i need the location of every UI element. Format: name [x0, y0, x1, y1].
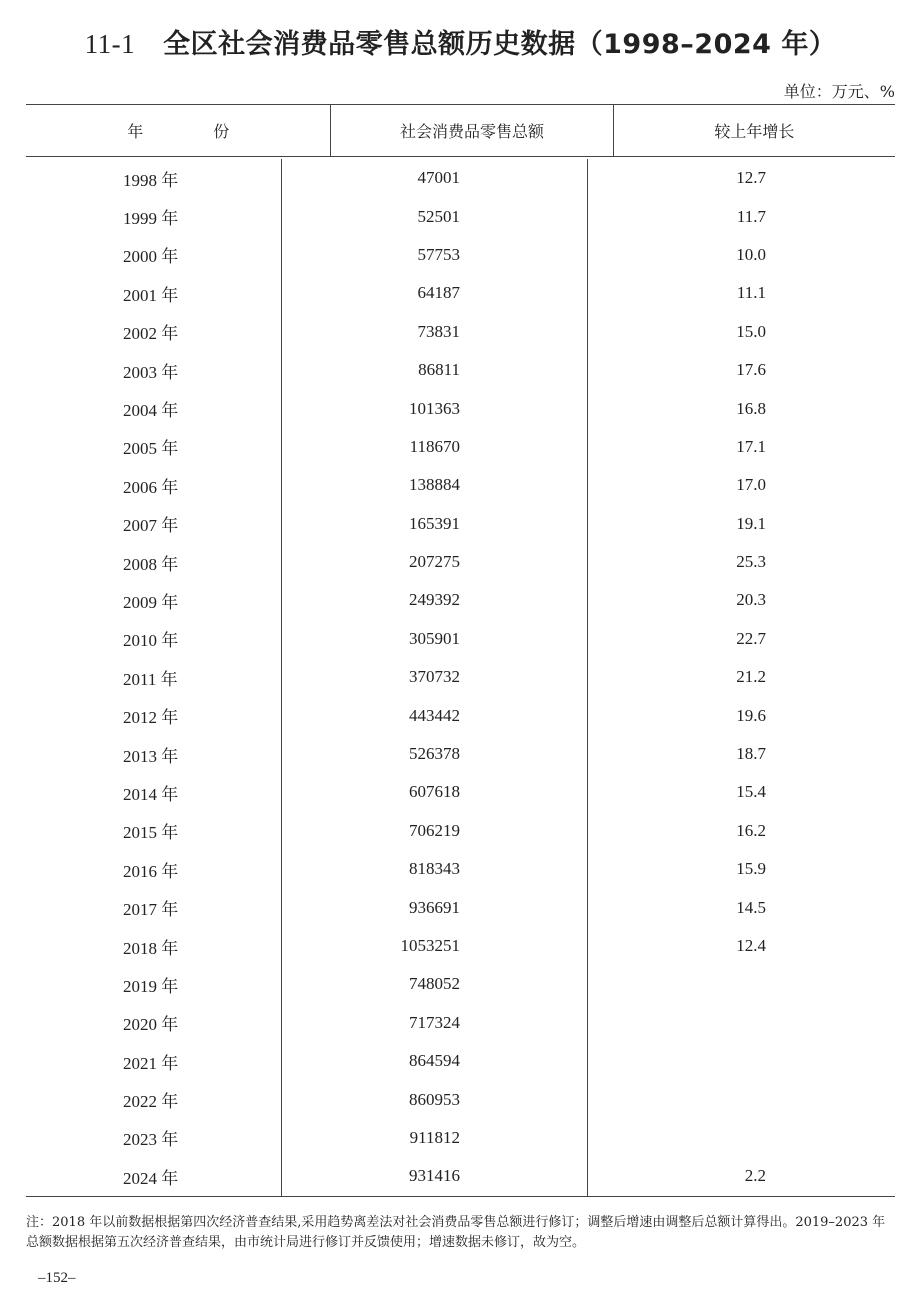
total-cell: 165391	[281, 505, 587, 543]
year-cell: 2009 年	[123, 592, 179, 612]
table-row	[26, 927, 895, 965]
growth-cell: 2.2	[587, 1157, 893, 1195]
year-cell: 2024 年	[123, 1168, 179, 1188]
page-title	[0, 22, 921, 61]
growth-cell	[587, 1080, 893, 1118]
growth-cell: 15.9	[587, 850, 893, 888]
total-cell: 207275	[281, 543, 587, 581]
total-cell: 443442	[281, 696, 587, 734]
growth-cell: 19.6	[587, 696, 893, 734]
total-cell: 526378	[281, 735, 587, 773]
header-growth: 较上年增长	[613, 105, 895, 156]
table-row	[26, 1042, 895, 1080]
total-cell: 73831	[281, 313, 587, 351]
table-body	[26, 157, 895, 1196]
year-cell: 2000 年	[123, 247, 179, 267]
table-row	[26, 965, 895, 1003]
total-cell: 118670	[281, 428, 587, 466]
table-row	[26, 1119, 895, 1157]
total-cell: 52501	[281, 197, 587, 235]
growth-cell	[587, 1004, 893, 1042]
year-cell: 2002 年	[123, 324, 179, 344]
year-cell: 2010 年	[123, 631, 179, 651]
growth-cell: 15.4	[587, 773, 893, 811]
table-row	[26, 812, 895, 850]
table-row	[26, 543, 895, 581]
year-cell: 2012 年	[123, 708, 179, 728]
total-cell: 607618	[281, 773, 587, 811]
total-cell: 706219	[281, 812, 587, 850]
total-cell: 717324	[281, 1004, 587, 1042]
table-number: 11-1	[84, 29, 136, 59]
growth-cell: 17.6	[587, 351, 893, 389]
year-cell: 2006 年	[123, 477, 179, 497]
table-row	[26, 505, 895, 543]
table-row	[26, 888, 895, 926]
year-cell: 2003 年	[123, 362, 179, 382]
total-cell: 818343	[281, 850, 587, 888]
growth-cell: 18.7	[587, 735, 893, 773]
year-cell: 2019 年	[123, 976, 179, 996]
table-row	[26, 620, 895, 658]
growth-cell: 12.7	[587, 159, 893, 197]
year-cell: 2022 年	[123, 1092, 179, 1112]
page-number: –152–	[38, 1270, 76, 1286]
table-row	[26, 735, 895, 773]
total-cell: 249392	[281, 581, 587, 619]
table-row	[26, 466, 895, 504]
year-cell: 1998 年	[123, 170, 179, 190]
table-row	[26, 1157, 895, 1195]
data-table	[26, 104, 895, 1197]
footnote: 注：2018 年以前数据根据第四次经济普查结果,采用趋势离差法对社会消费品零售总额进行修订；调整后增速由调整后总额计算得出。2019–2023 年总额数据根据第五次经济普查结果，由市统计局进行修订并反馈使用；增速数据未修订，故为空。	[26, 1215, 886, 1250]
table-row	[26, 1080, 895, 1118]
growth-cell	[587, 1042, 893, 1080]
table-row	[26, 1004, 895, 1042]
growth-cell: 17.0	[587, 466, 893, 504]
growth-cell: 16.2	[587, 812, 893, 850]
year-cell: 2007 年	[123, 516, 179, 536]
table-row	[26, 696, 895, 734]
table-row	[26, 389, 895, 427]
growth-cell: 19.1	[587, 505, 893, 543]
year-cell: 2017 年	[123, 900, 179, 920]
total-cell: 931416	[281, 1157, 587, 1195]
table-row	[26, 236, 895, 274]
table-row	[26, 351, 895, 389]
growth-cell: 17.1	[587, 428, 893, 466]
unit-label: 单位：万元、%	[783, 82, 895, 101]
total-cell: 138884	[281, 466, 587, 504]
year-cell: 2018 年	[123, 938, 179, 958]
total-cell: 860953	[281, 1080, 587, 1118]
growth-cell: 12.4	[587, 927, 893, 965]
year-cell: 2001 年	[123, 285, 179, 305]
growth-cell: 21.2	[587, 658, 893, 696]
total-cell: 864594	[281, 1042, 587, 1080]
year-cell: 1999 年	[123, 209, 179, 229]
year-cell: 2008 年	[123, 554, 179, 574]
table-row	[26, 658, 895, 696]
table-row	[26, 313, 895, 351]
total-cell: 57753	[281, 236, 587, 274]
year-cell: 2013 年	[123, 746, 179, 766]
year-cell: 2011 年	[123, 669, 178, 689]
table-row	[26, 773, 895, 811]
table-row	[26, 197, 895, 235]
total-cell: 1053251	[281, 927, 587, 965]
growth-cell: 11.7	[587, 197, 893, 235]
growth-cell: 16.8	[587, 389, 893, 427]
growth-cell: 14.5	[587, 888, 893, 926]
growth-cell	[587, 1119, 893, 1157]
total-cell: 370732	[281, 658, 587, 696]
total-cell: 86811	[281, 351, 587, 389]
year-cell: 2014 年	[123, 784, 179, 804]
total-cell: 305901	[281, 620, 587, 658]
total-cell: 47001	[281, 159, 587, 197]
total-cell: 911812	[281, 1119, 587, 1157]
table-row	[26, 428, 895, 466]
header-total: 社会消费品零售总额	[330, 105, 612, 156]
total-cell: 748052	[281, 965, 587, 1003]
year-cell: 2004 年	[123, 401, 179, 421]
growth-cell: 22.7	[587, 620, 893, 658]
header-year: 年份	[127, 122, 300, 141]
growth-cell: 25.3	[587, 543, 893, 581]
growth-cell: 20.3	[587, 581, 893, 619]
year-cell: 2015 年	[123, 823, 179, 843]
growth-cell: 11.1	[587, 274, 893, 312]
total-cell: 64187	[281, 274, 587, 312]
table-row	[26, 581, 895, 619]
year-cell: 2005 年	[123, 439, 179, 459]
growth-cell	[587, 965, 893, 1003]
year-cell: 2021 年	[123, 1053, 179, 1073]
total-cell: 936691	[281, 888, 587, 926]
table-row	[26, 850, 895, 888]
table-row	[26, 274, 895, 312]
growth-cell: 10.0	[587, 236, 893, 274]
table-title: 全区社会消费品零售总额历史数据（1998–2024 年）	[163, 29, 837, 60]
total-cell: 101363	[281, 389, 587, 427]
growth-cell: 15.0	[587, 313, 893, 351]
year-cell: 2020 年	[123, 1015, 179, 1035]
year-cell: 2016 年	[123, 861, 179, 881]
year-cell: 2023 年	[123, 1130, 179, 1150]
table-header	[26, 105, 895, 157]
table-row	[26, 159, 895, 197]
